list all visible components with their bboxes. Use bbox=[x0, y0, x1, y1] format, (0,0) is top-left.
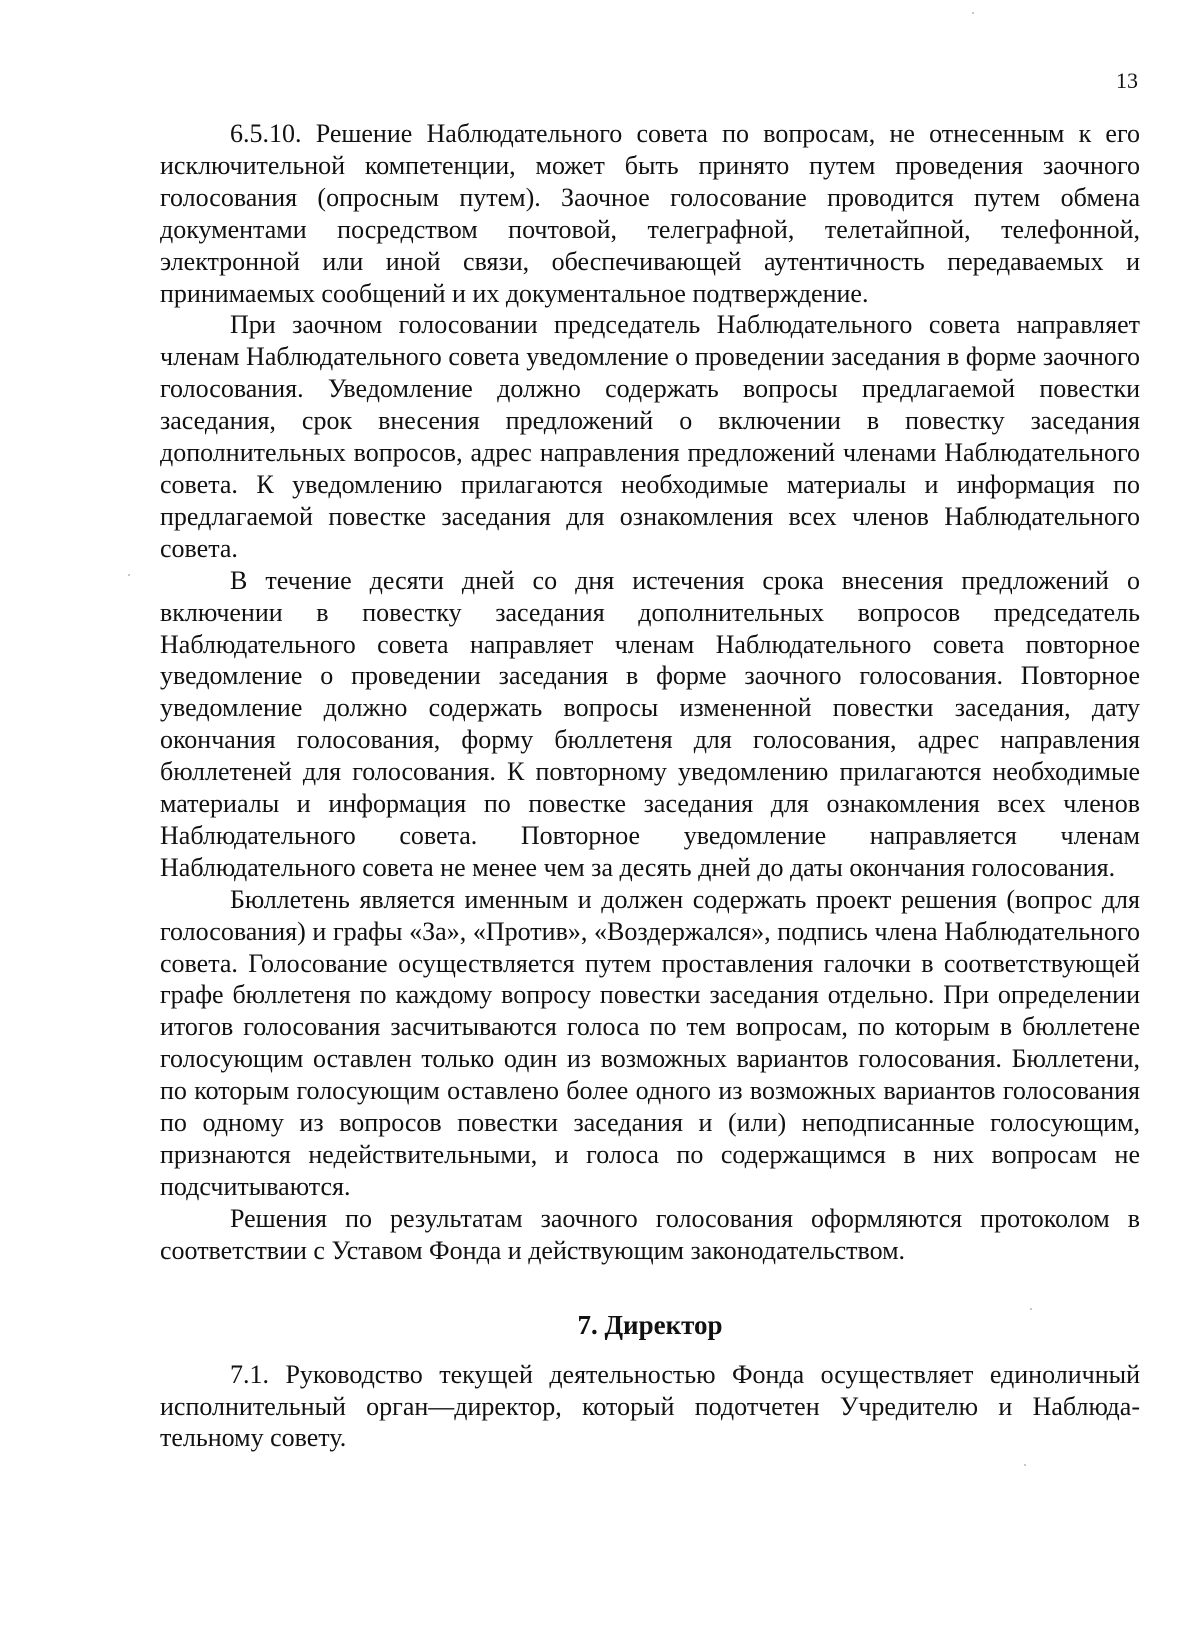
section-heading: 7. Директор bbox=[577, 1309, 723, 1340]
paragraph: 6.5.10. Решение Наблюдательного совета по вопросам, не отнесенным к его исключительной компетенции, может быть принято путем проведения заочного голосования (опросным путем). Заочное голосование проводится путем обмена документами посредством почтовой, телеграфной, телетайпной, телефонной, электронной или иной связи, обеспечивающей аутентичность передаваемых и принимаемых сообщений и их документальное подтверждение. bbox=[160, 119, 1140, 308]
scan-speck bbox=[1024, 1464, 1026, 1466]
document-body bbox=[160, 118, 1140, 1454]
paragraph: В течение десяти дней со дня истечения срока внесения предложений о включении в повестку заседания дополнительных вопросов председатель Наблюдательного совета направляет членам Наблюдательного совета повторное уведомление о проведении заседания в форме заочного голосования. Повторное уведомление должно содержать вопросы измененной повестки заседания, дату окончания голосования, форму бюллетеня для голосования, адрес направления бюллетеней для голосования. К повторному уведомлению прилагаются необходимые материалы и информация по повестке заседания для ознакомления всех членов Наблюдательного совета. Повторное уведомление направляется членам Наблюдательного совета не менее чем за десять дней до даты окончания голосования. bbox=[160, 565, 1140, 882]
paragraph: Решения по результатам заочного голосования оформляются протоколом в соответствии с Уставом Фонда и действующим законодательством. bbox=[160, 1203, 1140, 1265]
paragraph: Бюллетень является именным и должен содержать проект решения (вопрос для голосования) и графы «За», «Против», «Воздержался», подпись члена Наблюдательного совета. Голосование осуществляется путем проставления галочки в соответствующей графе бюллетеня по каждому вопросу повестки заседания отдельно. При определении итогов голосования засчитываются голоса по тем вопросам, по которым в бюллетене голосующим оставлен только один из возможных вариантов голосования. Бюллетени, по которым голосующим оставлено более одного из возможных вариантов голосования по одному из вопросов повестки заседания и (или) неподписанные голосующим, признаются недействительными, и голоса по содержащимся в них вопросам не подсчитываются. bbox=[160, 884, 1140, 1201]
scan-speck bbox=[128, 574, 130, 576]
paragraph: 7.1. Руководство текущей деятельностью Фонда осуществляет единоличный исполнительный орган—директор, который подотчетен Учредителю и Наблюдательному совету. bbox=[160, 1359, 1140, 1453]
page-number: 13 bbox=[1116, 68, 1138, 93]
paragraph: При заочном голосовании председатель Наблюдательного совета направляет членам Наблюдательного совета уведомление о проведении заседания в форме заочного голосования. Уведомление должно содержать вопросы предлагаемой повестки заседания, срок внесения предложений о включении в повестку заседания дополнительных вопросов, адрес направления предложений членами Наблюдательного совета. К уведомлению прилагаются необходимые материалы и информация по предлагаемой повестке заседания для ознакомления всех членов Наблюдательного совета. bbox=[160, 310, 1140, 563]
scan-speck bbox=[972, 12, 974, 14]
scan-speck bbox=[1030, 1308, 1032, 1310]
